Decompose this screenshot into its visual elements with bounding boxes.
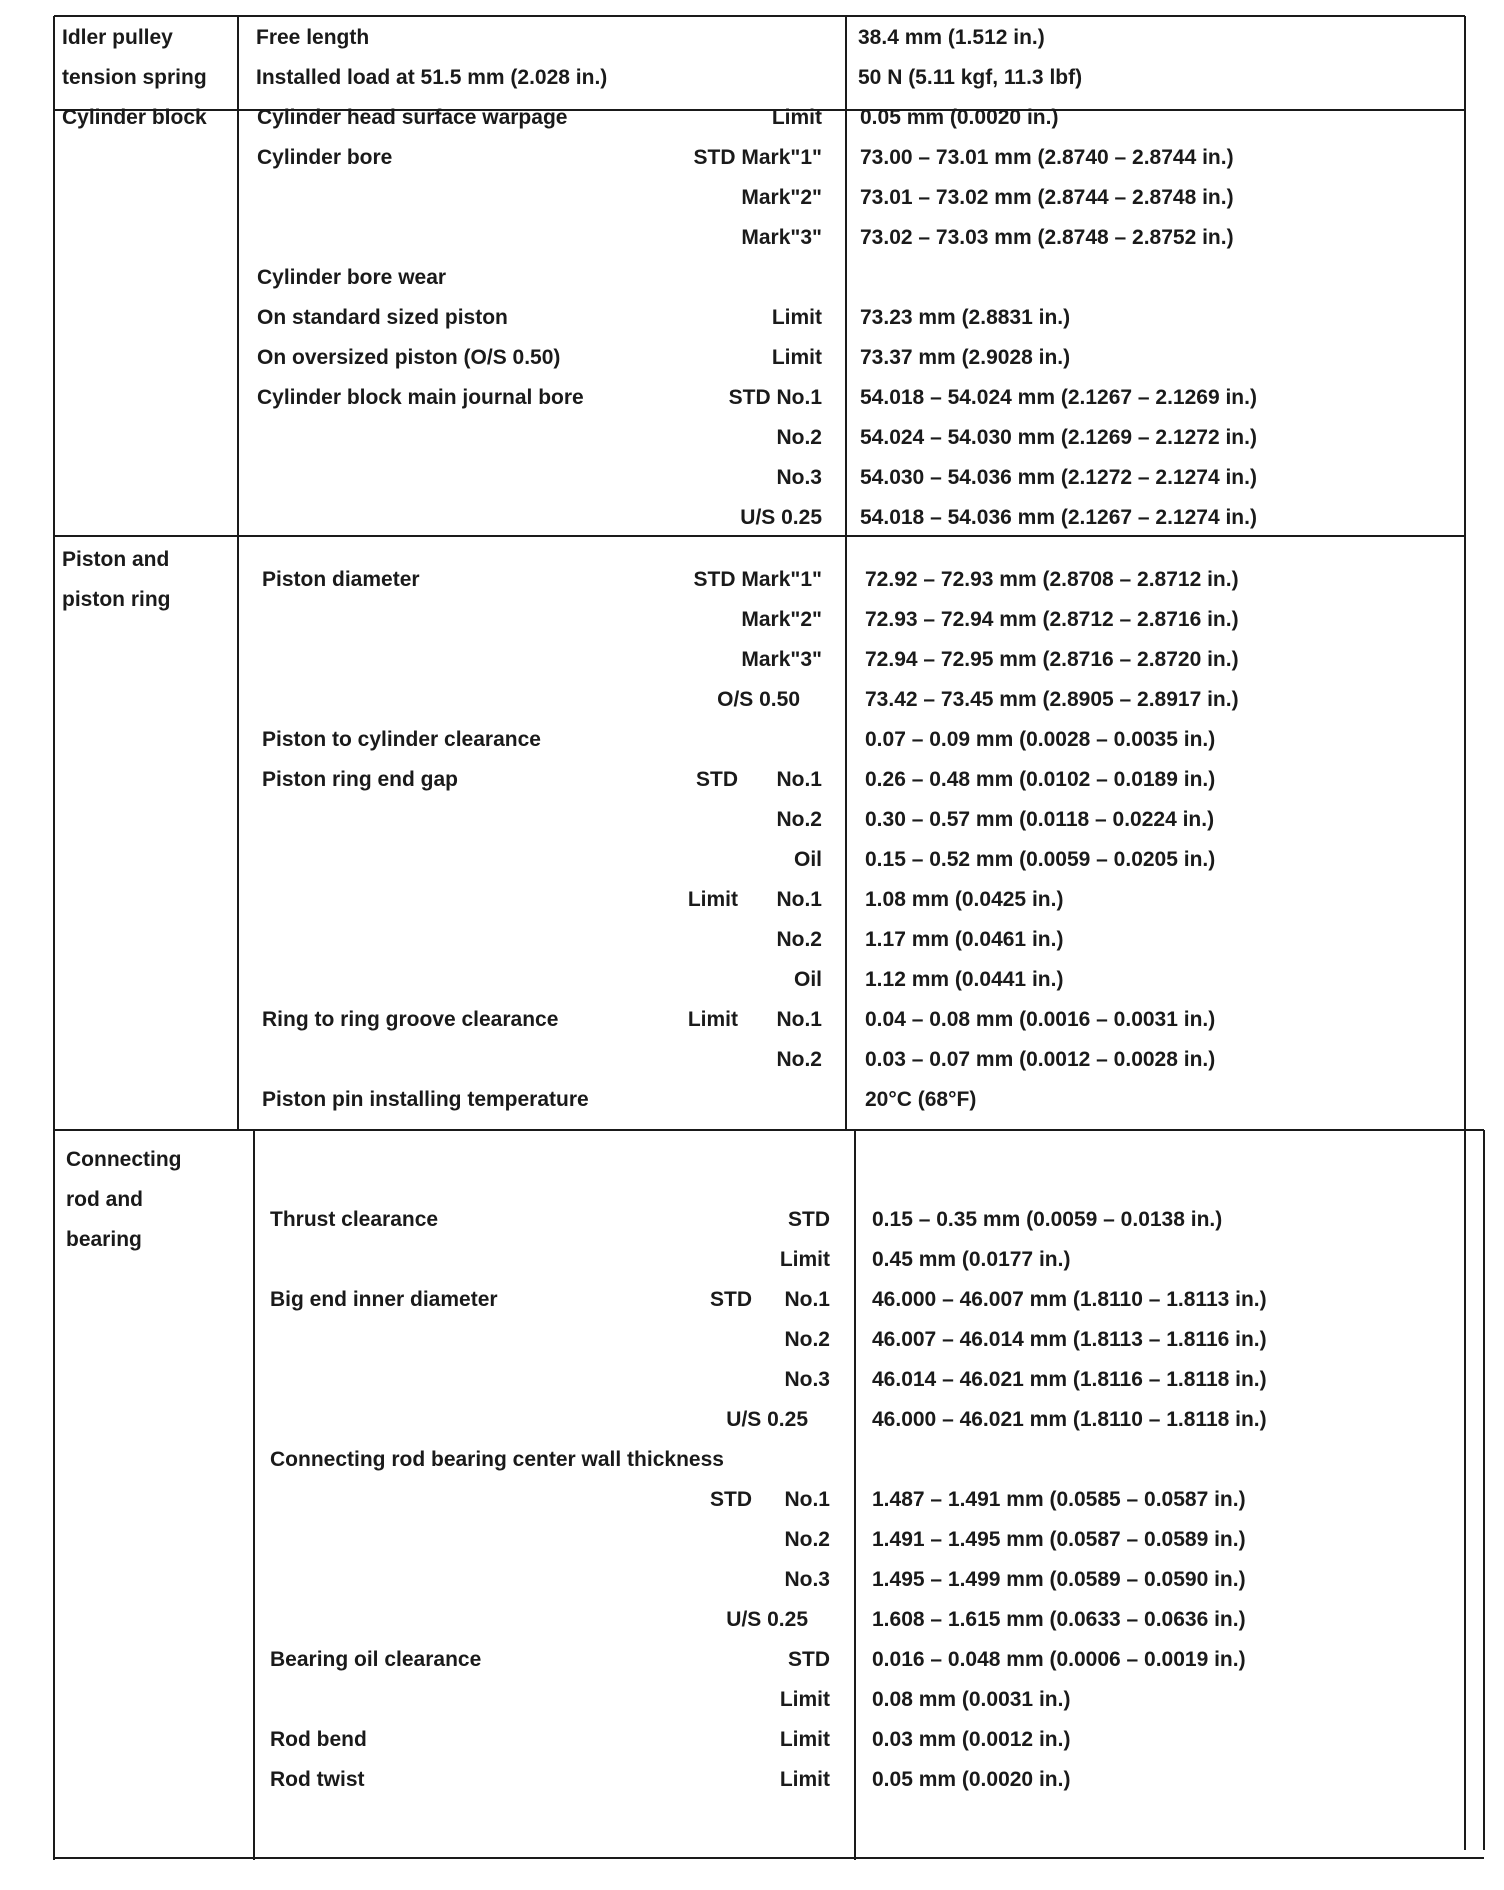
spec-value: 73.02 – 73.03 mm (2.8748 – 2.8752 in.) [860, 226, 1234, 249]
section-heading: bearing [66, 1228, 142, 1251]
spec-item-label: Bearing oil clearance [270, 1648, 482, 1671]
spec-item-label: Rod bend [270, 1728, 367, 1751]
spec-item-label: Cylinder bore wear [257, 266, 447, 289]
spec-condition: No.3 [776, 466, 822, 489]
spec-condition: Limit [779, 1248, 830, 1271]
spec-value: 46.000 – 46.007 mm (1.8110 – 1.8113 in.) [872, 1288, 1267, 1311]
spec-condition: Limit [771, 106, 822, 129]
section-heading: piston ring [62, 588, 171, 611]
spec-value: 72.93 – 72.94 mm (2.8712 – 2.8716 in.) [865, 608, 1239, 631]
spec-item-label: Cylinder head surface warpage [257, 106, 568, 129]
spec-value: 1.487 – 1.491 mm (0.0585 – 0.0587 in.) [872, 1488, 1246, 1511]
spec-value: 0.03 – 0.07 mm (0.0012 – 0.0028 in.) [865, 1048, 1216, 1071]
spec-item-label: Rod twist [270, 1768, 365, 1791]
spec-item-label: Big end inner diameter [270, 1288, 498, 1311]
spec-qualifier: Limit [687, 1008, 738, 1031]
spec-item-label: On oversized piston (O/S 0.50) [257, 346, 561, 369]
spec-item-label: Ring to ring groove clearance [262, 1008, 559, 1031]
spec-value: 54.018 – 54.024 mm (2.1267 – 2.1269 in.) [860, 386, 1257, 409]
spec-value: 54.030 – 54.036 mm (2.1272 – 2.1274 in.) [860, 466, 1257, 489]
spec-condition: STD Mark"1" [693, 568, 822, 591]
section-heading: tension spring [62, 66, 207, 89]
spec-value: 73.42 – 73.45 mm (2.8905 – 2.8917 in.) [865, 688, 1239, 711]
spec-condition: Limit [779, 1728, 830, 1751]
section-heading: Piston and [62, 548, 170, 571]
spec-value: 46.007 – 46.014 mm (1.8113 – 1.8116 in.) [872, 1328, 1267, 1351]
spec-value: 0.03 mm (0.0012 in.) [872, 1728, 1071, 1751]
spec-condition: STD Mark"1" [693, 146, 822, 169]
section-heading: rod and [66, 1188, 143, 1211]
spec-value: 73.23 mm (2.8831 in.) [860, 306, 1071, 329]
spec-value: 73.37 mm (2.9028 in.) [860, 346, 1071, 369]
spec-condition: Limit [779, 1768, 830, 1791]
spec-value: 72.92 – 72.93 mm (2.8708 – 2.8712 in.) [865, 568, 1239, 591]
spec-condition: No.3 [784, 1568, 830, 1591]
spec-item-label: On standard sized piston [257, 306, 508, 329]
spec-qualifier: STD [710, 1288, 752, 1311]
spec-condition: STD [788, 1208, 830, 1231]
spec-condition: No.3 [784, 1368, 830, 1391]
spec-item-label: Piston diameter [262, 568, 420, 591]
spec-condition: No.2 [776, 1048, 822, 1071]
spec-condition: U/S 0.25 [726, 1608, 808, 1631]
spec-item-label: Piston pin installing temperature [262, 1088, 589, 1111]
spec-value: 73.01 – 73.02 mm (2.8744 – 2.8748 in.) [860, 186, 1234, 209]
section-heading: Idler pulley [62, 26, 173, 49]
spec-value: 72.94 – 72.95 mm (2.8716 – 2.8720 in.) [865, 648, 1239, 671]
spec-value: 1.17 mm (0.0461 in.) [865, 928, 1064, 951]
spec-condition: STD No.1 [728, 386, 822, 409]
spec-value: 0.45 mm (0.0177 in.) [872, 1248, 1071, 1271]
spec-item-label: Installed load at 51.5 mm (2.028 in.) [256, 66, 608, 89]
spec-condition: Limit [771, 346, 822, 369]
spec-qualifier: Limit [687, 888, 738, 911]
spec-condition: No.2 [776, 808, 822, 831]
spec-value: 0.30 – 0.57 mm (0.0118 – 0.0224 in.) [865, 808, 1215, 831]
spec-value: 1.08 mm (0.0425 in.) [865, 888, 1064, 911]
spec-item-label: Piston ring end gap [262, 768, 459, 791]
spec-item-label: Cylinder block main journal bore [257, 386, 584, 409]
spec-condition: Limit [779, 1688, 830, 1711]
spec-condition: No.1 [776, 1008, 822, 1031]
spec-value: 46.014 – 46.021 mm (1.8116 – 1.8118 in.) [872, 1368, 1267, 1391]
spec-item-label: Connecting rod bearing center wall thickness [270, 1448, 724, 1471]
spec-condition: Mark"3" [741, 226, 822, 249]
spec-item-label: Piston to cylinder clearance [262, 728, 541, 751]
spec-value: 0.04 – 0.08 mm (0.0016 – 0.0031 in.) [865, 1008, 1216, 1031]
spec-condition: Mark"2" [741, 608, 822, 631]
spec-value: 46.000 – 46.021 mm (1.8110 – 1.8118 in.) [872, 1408, 1267, 1431]
spec-condition: STD [788, 1648, 830, 1671]
spec-value: 0.15 – 0.35 mm (0.0059 – 0.0138 in.) [872, 1208, 1223, 1231]
spec-value: 54.024 – 54.030 mm (2.1269 – 2.1272 in.) [860, 426, 1257, 449]
spec-condition: No.1 [784, 1488, 830, 1511]
spec-condition: Limit [771, 306, 822, 329]
spec-condition: Oil [793, 848, 822, 871]
spec-condition: U/S 0.25 [740, 506, 822, 529]
spec-qualifier: STD [696, 768, 738, 791]
spec-value: 20°C (68°F) [865, 1088, 977, 1111]
spec-item-label: Thrust clearance [270, 1208, 439, 1231]
spec-condition: No.1 [776, 888, 822, 911]
spec-condition: Mark"3" [741, 648, 822, 671]
spec-value: 0.07 – 0.09 mm (0.0028 – 0.0035 in.) [865, 728, 1216, 751]
spec-condition: Mark"2" [741, 186, 822, 209]
spec-value: 1.491 – 1.495 mm (0.0587 – 0.0589 in.) [872, 1528, 1246, 1551]
spec-value: 0.016 – 0.048 mm (0.0006 – 0.0019 in.) [872, 1648, 1246, 1671]
spec-condition: O/S 0.50 [717, 688, 800, 711]
spec-value: 0.05 mm (0.0020 in.) [860, 106, 1059, 129]
spec-item-label: Cylinder bore [257, 146, 393, 169]
spec-value: 50 N (5.11 kgf, 11.3 lbf) [858, 66, 1083, 89]
spec-value: 38.4 mm (1.512 in.) [858, 26, 1045, 49]
section-heading: Connecting [66, 1148, 182, 1171]
spec-value: 73.00 – 73.01 mm (2.8740 – 2.8744 in.) [860, 146, 1234, 169]
spec-value: 1.608 – 1.615 mm (0.0633 – 0.0636 in.) [872, 1608, 1246, 1631]
spec-value: 0.05 mm (0.0020 in.) [872, 1768, 1071, 1791]
spec-value: 0.15 – 0.52 mm (0.0059 – 0.0205 in.) [865, 848, 1216, 871]
spec-condition: No.1 [784, 1288, 830, 1311]
spec-qualifier: STD [710, 1488, 752, 1511]
spec-value: 1.495 – 1.499 mm (0.0589 – 0.0590 in.) [872, 1568, 1246, 1591]
spec-condition: No.1 [776, 768, 822, 791]
spec-condition: No.2 [776, 928, 822, 951]
spec-value: 54.018 – 54.036 mm (2.1267 – 2.1274 in.) [860, 506, 1257, 529]
section-heading: Cylinder block [62, 106, 207, 129]
spec-value: 1.12 mm (0.0441 in.) [865, 968, 1064, 991]
spec-value: 0.26 – 0.48 mm (0.0102 – 0.0189 in.) [865, 768, 1216, 791]
spec-condition: U/S 0.25 [726, 1408, 808, 1431]
spec-condition: No.2 [784, 1528, 830, 1551]
spec-value: 0.08 mm (0.0031 in.) [872, 1688, 1071, 1711]
spec-condition: Oil [793, 968, 822, 991]
spec-item-label: Free length [256, 26, 370, 49]
spec-condition: No.2 [776, 426, 822, 449]
spec-condition: No.2 [784, 1328, 830, 1351]
